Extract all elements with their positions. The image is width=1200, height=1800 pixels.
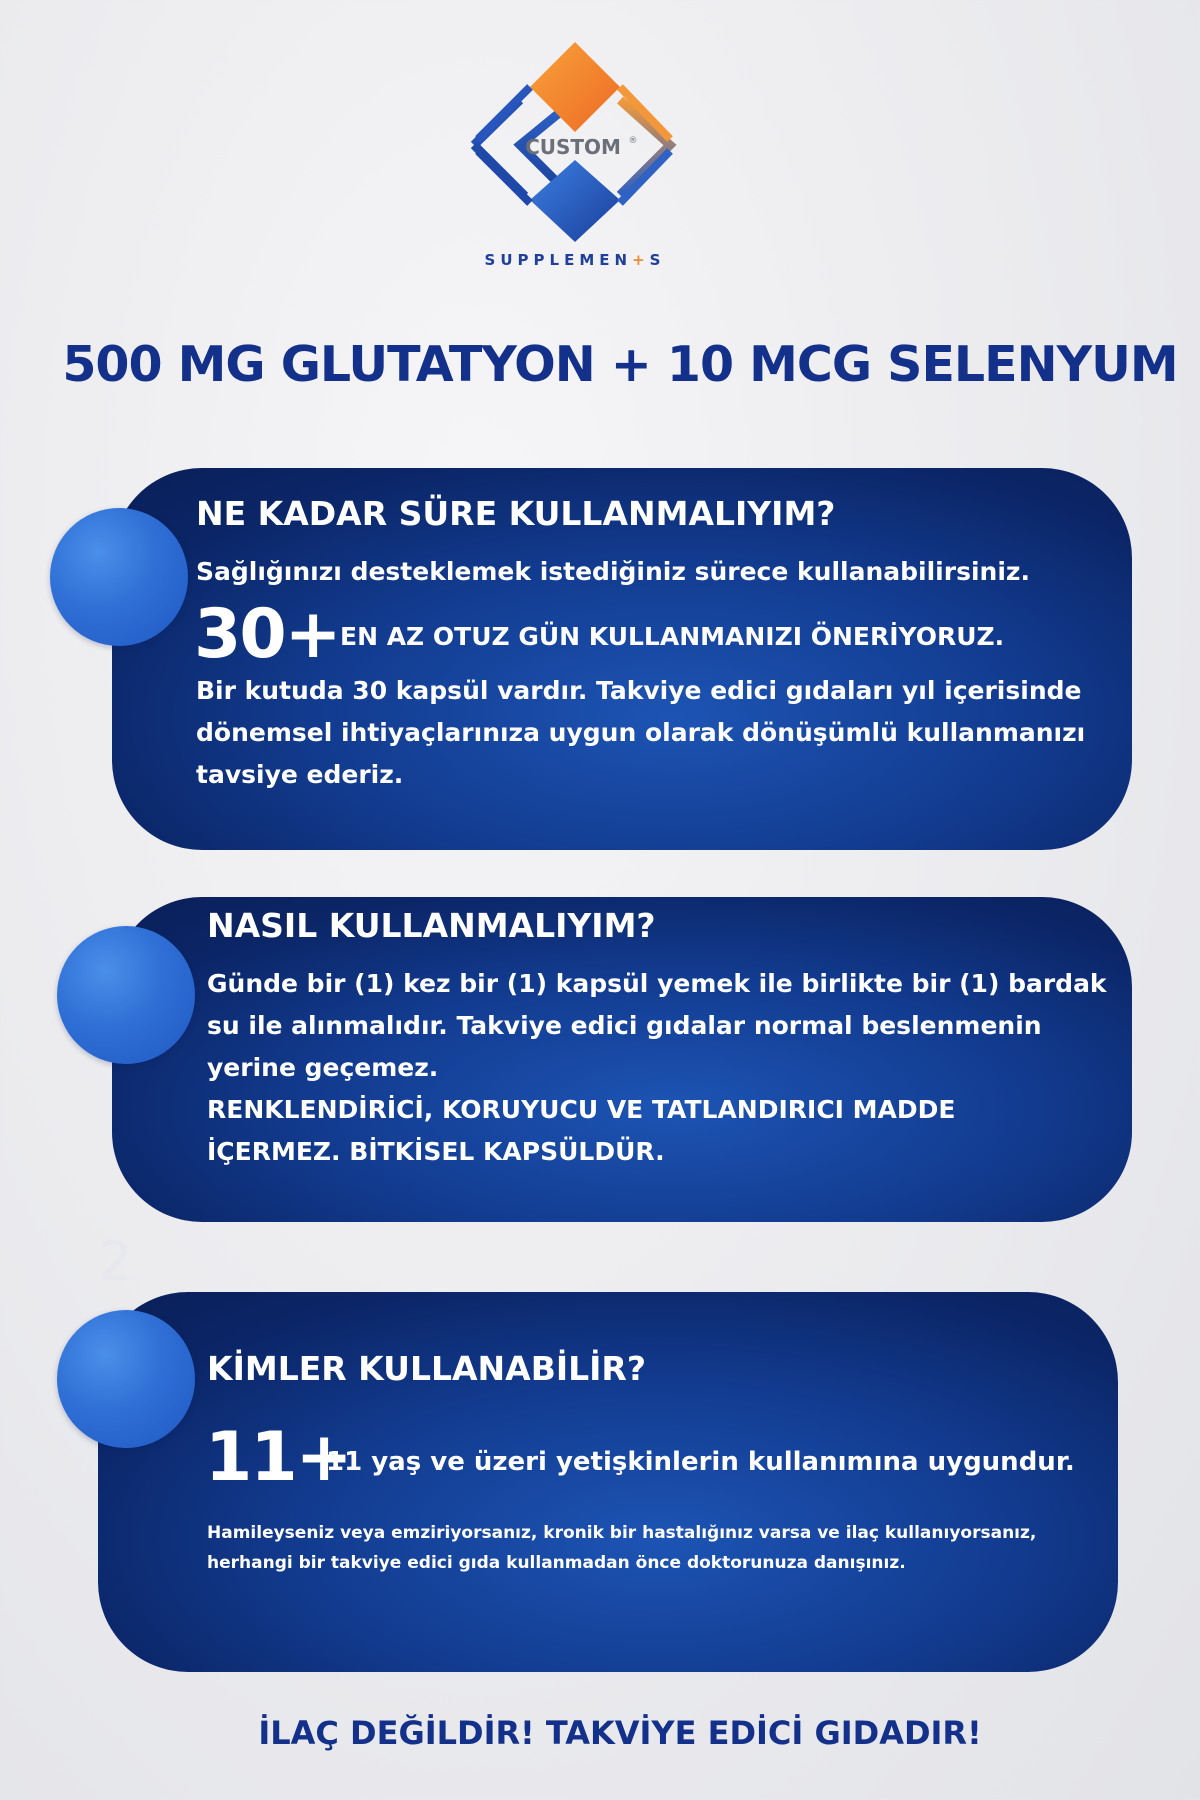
min-age-note: 11 yaş ve üzeri yetişkinlerin kullanımına uygundur. bbox=[326, 1447, 1075, 1477]
how-to-use-line3: yerine geçemez. bbox=[207, 1053, 439, 1082]
usage-duration-body-line2: dönemsel ihtiyaçlarınıza uygun olarak dönüşümlü kullanmanızı bbox=[196, 718, 1086, 747]
page-title: 500 MG GLUTATYON + 10 MCG SELENYUM bbox=[62, 336, 1178, 393]
min-days-number: 30+ bbox=[194, 595, 340, 674]
how-to-use-heading: NASIL KULLANMALIYIM? bbox=[207, 906, 656, 945]
min-age-number: 11+ bbox=[205, 1418, 351, 1497]
logo-registered-mark: ® bbox=[628, 136, 638, 146]
logo-word-before: SUPPLEMEN bbox=[484, 251, 633, 269]
warning-line2: herhangi bir takviye edici gıda kullanmadan önce doktorunuza danışınız. bbox=[207, 1553, 906, 1573]
how-to-use-line4: RENKLENDİRİCİ, KORUYUCU VE TATLANDIRICI MADDE bbox=[207, 1095, 956, 1124]
faint-page-mark: 2 bbox=[98, 1230, 133, 1293]
usage-duration-intro: Sağlığınızı desteklemek istediğiniz sürece kullanabilirsiniz. bbox=[196, 557, 1030, 586]
logo-diamond-icon bbox=[470, 40, 680, 245]
min-days-note: EN AZ OTUZ GÜN KULLANMANIZI ÖNERİYORUZ. bbox=[340, 622, 1005, 651]
brand-logo bbox=[470, 40, 680, 270]
logo-brand-text: CUSTOM bbox=[525, 135, 621, 159]
how-to-use-line5: İÇERMEZ. BİTKİSEL KAPSÜLDÜR. bbox=[207, 1137, 665, 1166]
usage-duration-heading: NE KADAR SÜRE KULLANMALIYIM? bbox=[196, 494, 836, 533]
usage-duration-bubble bbox=[50, 508, 188, 646]
how-to-use-line2: su ile alınmalıdır. Takviye edici gıdalar normal beslenmenin bbox=[207, 1011, 1042, 1040]
who-can-use-heading: KİMLER KULLANABİLİR? bbox=[207, 1349, 646, 1388]
footer-disclaimer: İLAÇ DEĞİLDİR! TAKVİYE EDİCİ GIDADIR! bbox=[258, 1714, 982, 1752]
usage-duration-body-line3: tavsiye ederiz. bbox=[196, 760, 404, 789]
who-can-use-bubble bbox=[57, 1310, 195, 1448]
logo-word-plus: + bbox=[632, 251, 650, 269]
how-to-use-line1: Günde bir (1) kez bir (1) kapsül yemek ile birlikte bir (1) bardak bbox=[207, 969, 1107, 998]
how-to-use-bubble bbox=[57, 926, 195, 1064]
warning-line1: Hamileyseniz veya emziriyorsanız, kronik bir hastalığınız varsa ve ilaç kullanıyorsanız, bbox=[207, 1523, 1037, 1543]
logo-word-after: S bbox=[649, 251, 666, 269]
usage-duration-body-line1: Bir kutuda 30 kapsül vardır. Takviye edici gıdaları yıl içerisinde bbox=[196, 676, 1082, 705]
logo-wordmark bbox=[470, 251, 680, 269]
